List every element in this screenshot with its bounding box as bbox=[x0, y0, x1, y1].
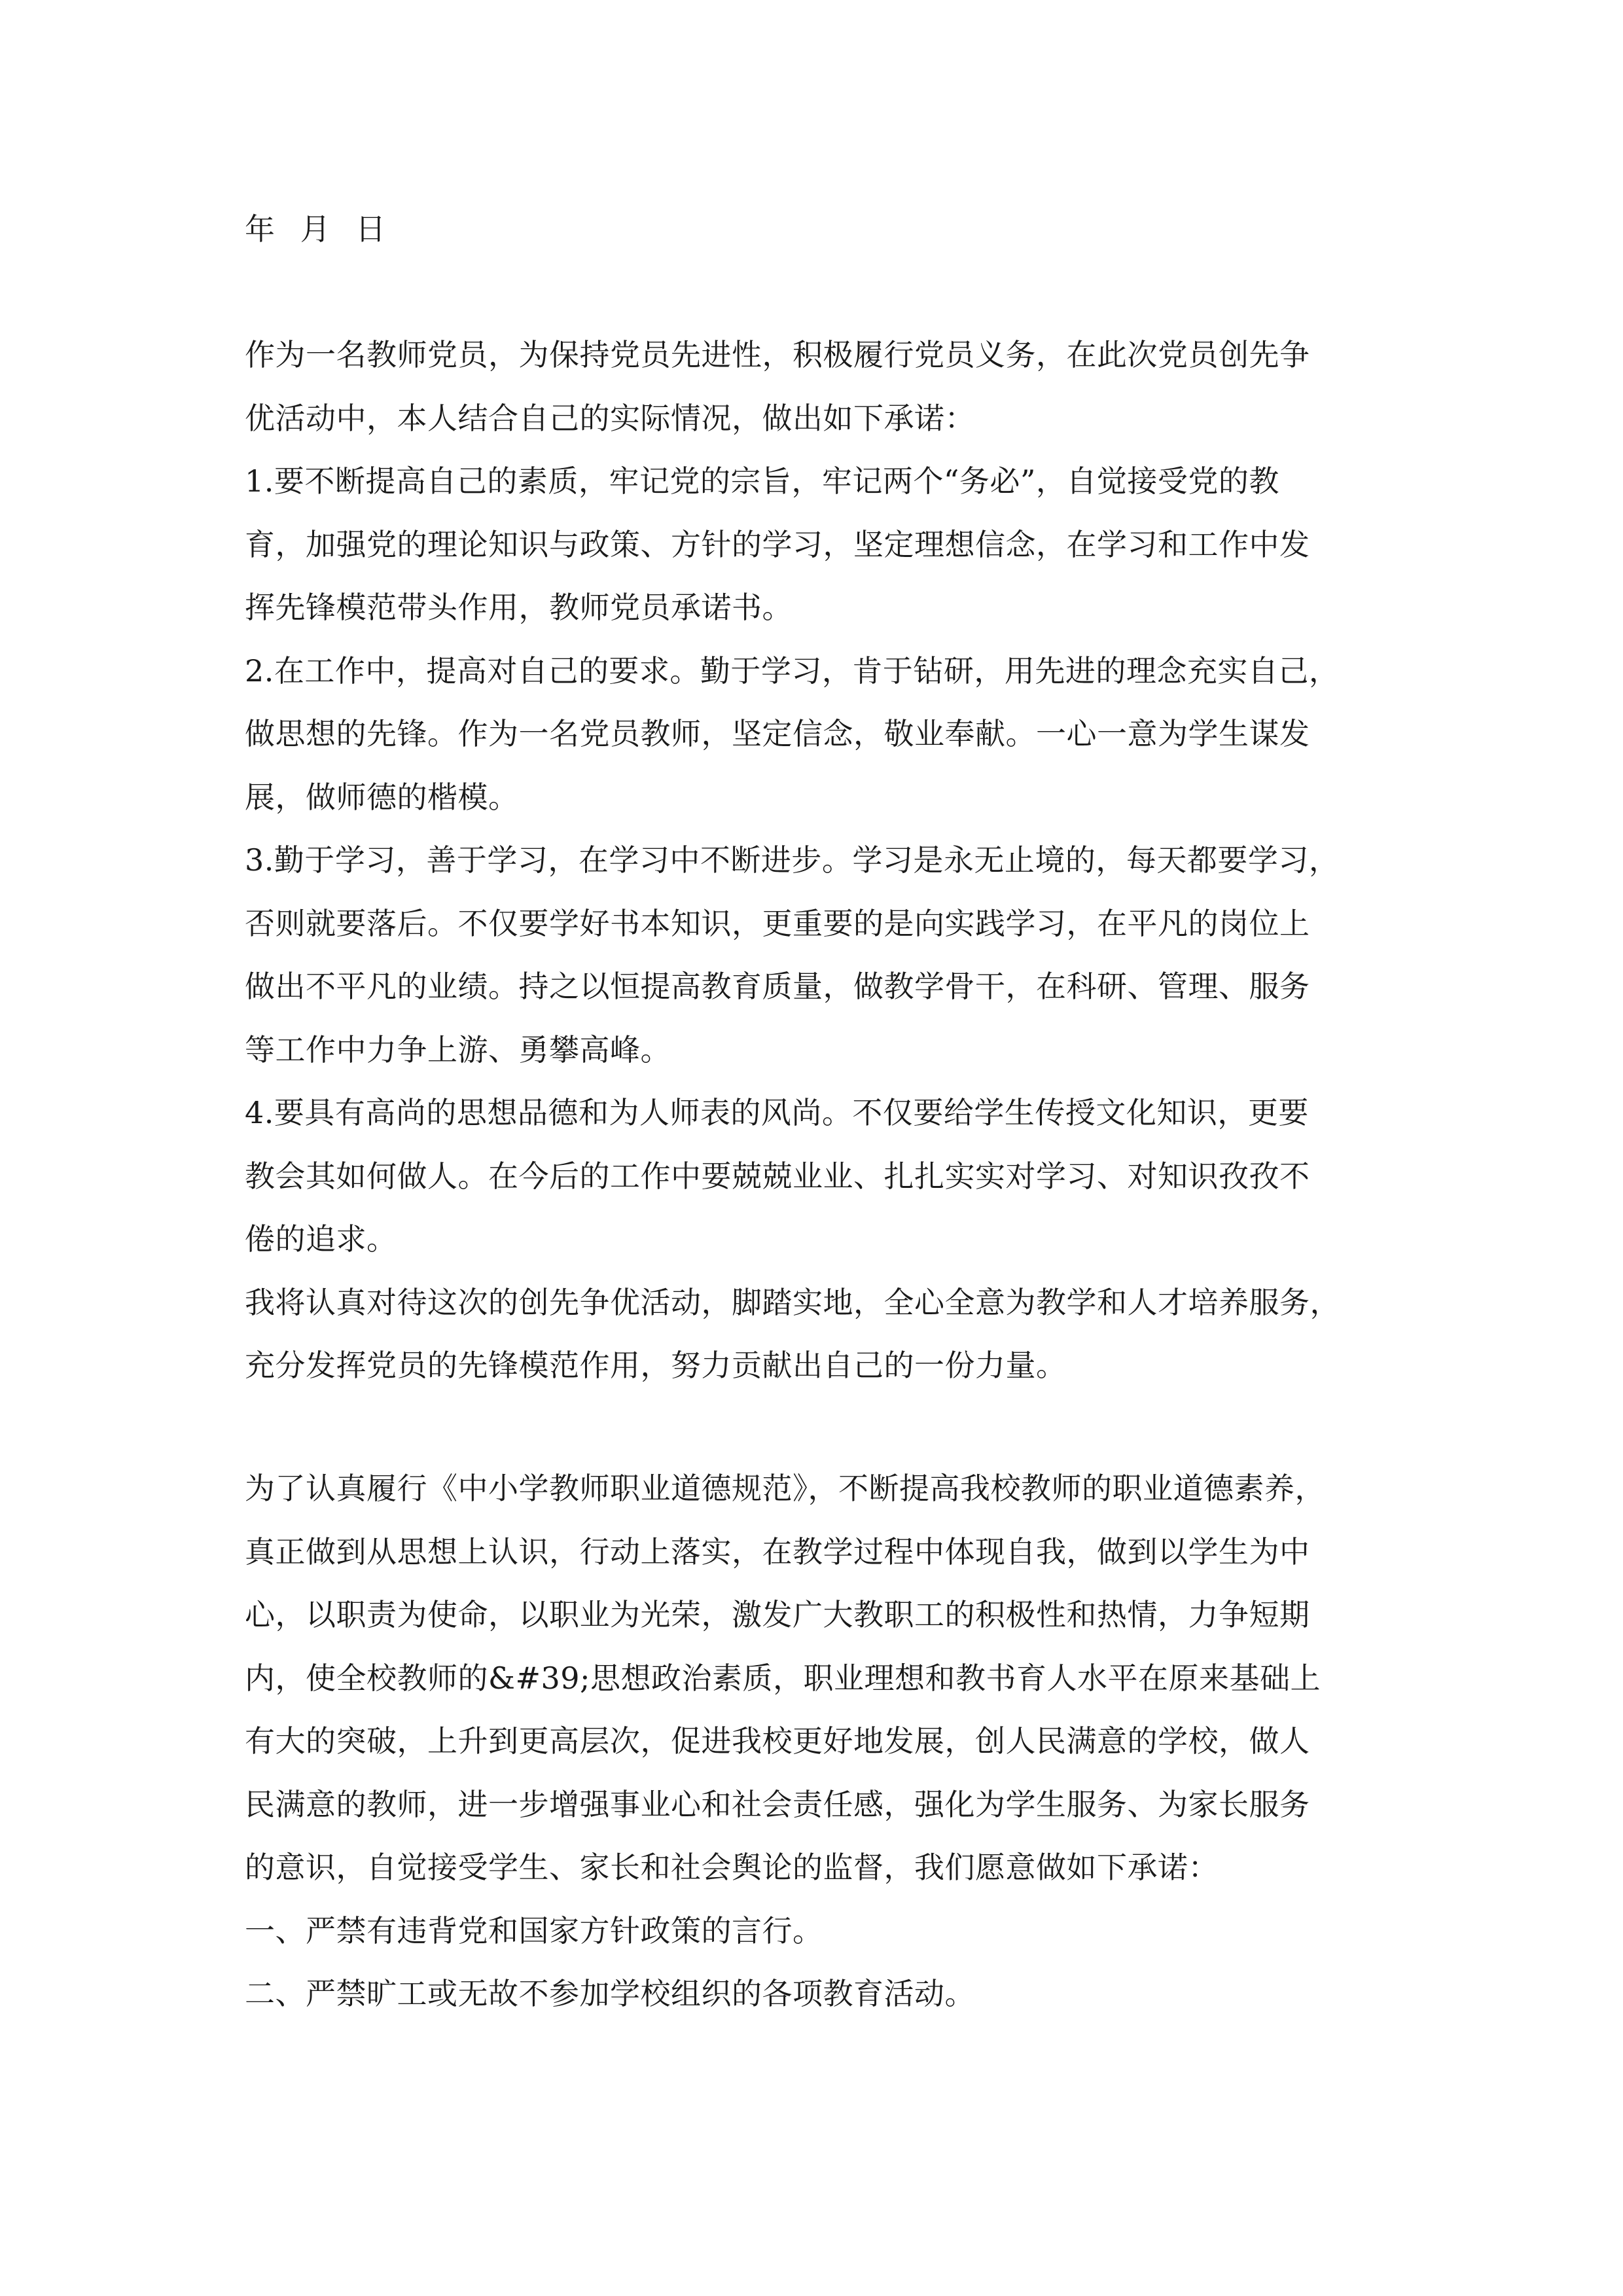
text-line: 一、严禁有违背党和国家方针政策的言行。 bbox=[245, 1912, 823, 1948]
text-line: 否则就要落后。不仅要学好书本知识，更重要的是向实践学习，在平凡的岗位上 bbox=[245, 905, 1310, 941]
pledge-two-section bbox=[245, 1457, 1383, 2026]
text-line: 2.在工作中，提高对自己的要求。勤于学习，肯于钻研，用先进的理念充实自己， bbox=[245, 653, 1340, 689]
text-line: 倦的追求。 bbox=[245, 1221, 397, 1257]
text-line: 充分发挥党员的先锋模范作用，努力贡献出自己的一份力量。 bbox=[245, 1348, 1067, 1383]
text-line: 心，以职责为使命，以职业为光荣，激发广大教职工的积极性和热情，力争短期 bbox=[245, 1597, 1310, 1632]
text-line: 为了认真履行《中小学教师职业道德规范》，不断提高我校教师的职业道德素养， bbox=[245, 1471, 1325, 1506]
text-line: 的意识，自觉接受学生、家长和社会舆论的监督，我们愿意做如下承诺： bbox=[245, 1850, 1219, 1885]
text-line: 二、严禁旷工或无故不参加学校组织的各项教育活动。 bbox=[245, 1976, 975, 2011]
text-line: 1.要不断提高自己的素质，牢记党的宗旨，牢记两个“务必”，自觉接受党的教 bbox=[245, 463, 1279, 499]
text-line: 4.要具有高尚的思想品德和为人师表的风尚。不仅要给学生传授文化知识，更要 bbox=[245, 1095, 1309, 1130]
text-line: 内，使全校教师的&#39;思想政治素质，职业理想和教书育人水平在原来基础上 bbox=[245, 1660, 1321, 1696]
text-line: 挥先锋模范带头作用，教师党员承诺书。 bbox=[245, 590, 793, 625]
text-line: 我将认真对待这次的创先争优活动，脚踏实地，全心全意为教学和人才培养服务， bbox=[245, 1284, 1340, 1320]
text-line: 3.勤于学习，善于学习，在学习中不断进步。学习是永无止境的，每天都要学习， bbox=[245, 842, 1340, 878]
text-line: 作为一名教师党员，为保持党员先进性，积极履行党员义务，在此次党员创先争 bbox=[245, 337, 1310, 372]
pledge-one-section bbox=[245, 323, 1383, 1397]
text-line: 优活动中，本人结合自己的实际情况，做出如下承诺： bbox=[245, 400, 975, 436]
text-line: 做出不平凡的业绩。持之以恒提高教育质量，做教学骨干，在科研、管理、服务 bbox=[245, 969, 1310, 1004]
text-line: 展，做师德的楷模。 bbox=[245, 779, 519, 815]
text-line: 等工作中力争上游、勇攀高峰。 bbox=[245, 1031, 671, 1067]
text-line: 做思想的先锋。作为一名党员教师，坚定信念，敬业奉献。一心一意为学生谋发 bbox=[245, 716, 1310, 751]
text-line: 民满意的教师，进一步增强事业心和社会责任感，强化为学生服务、为家长服务 bbox=[245, 1786, 1310, 1822]
date-line bbox=[245, 198, 1383, 261]
date-text: 年 月 日 bbox=[245, 211, 394, 247]
text-line: 育，加强党的理论知识与政策、方针的学习，坚定理想信念，在学习和工作中发 bbox=[245, 526, 1310, 562]
text-line: 教会其如何做人。在今后的工作中要兢兢业业、扎扎实实对学习、对知识孜孜不 bbox=[245, 1158, 1310, 1194]
text-line: 有大的突破，上升到更高层次，促进我校更好地发展，创人民满意的学校，做人 bbox=[245, 1723, 1310, 1759]
text-line: 真正做到从思想上认识，行动上落实，在教学过程中体现自我，做到以学生为中 bbox=[245, 1534, 1310, 1570]
